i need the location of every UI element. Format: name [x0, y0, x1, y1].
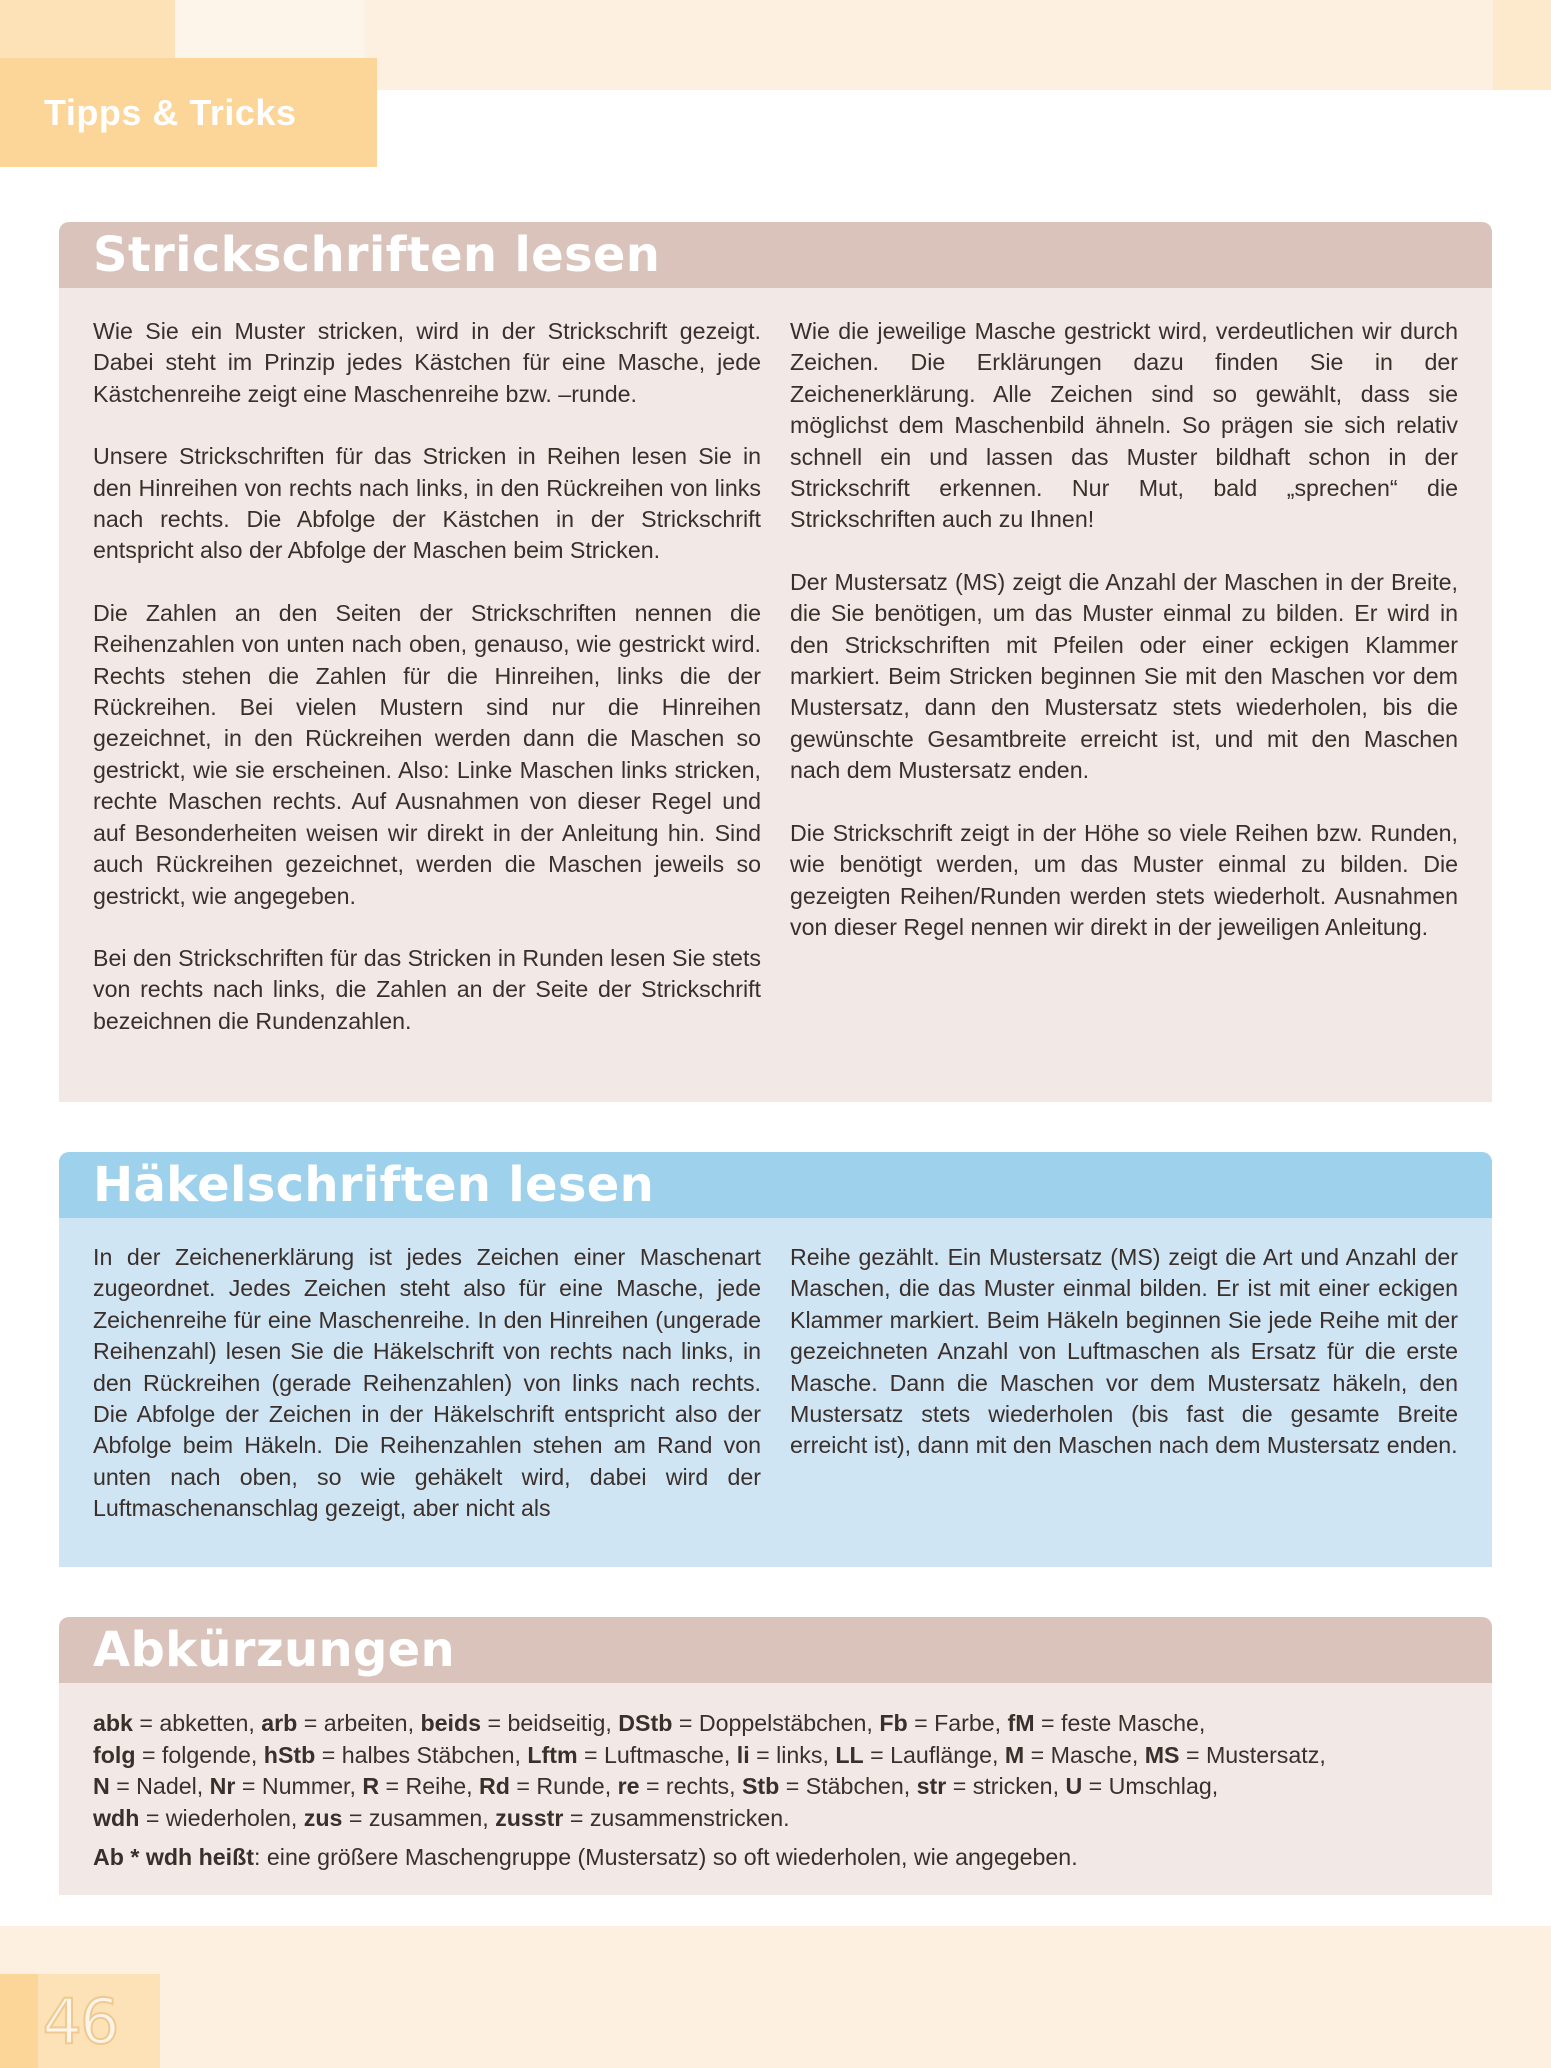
abbreviation-line — [93, 1740, 1458, 1772]
abbreviation-meaning: = Doppelstäbchen, — [672, 1710, 880, 1736]
abbreviation-meaning: = stricken, — [946, 1773, 1066, 1799]
abbreviation-meaning: = Lauflänge, — [863, 1741, 1005, 1768]
paragraph: Wie die jeweilige Masche gestrickt wird, verdeutlichen wir durch Zeichen. Die Erklärungen dazu finden Sie in der Zeichenerklärung. Alle Zeichen sind so gewählt, dass sie möglichst dem Maschenbild ähneln. So prägen sie sich relativ schnell ein und lassen das Muster bildhaft schon in der Strickschrift erkennen. Nur Mut, bald „sprechen“ die Strickschriften auch zu Ihnen! — [790, 318, 1458, 533]
strickschriften-title: Strickschriften lesen — [93, 227, 661, 283]
abbreviation-meaning: = rechts, — [639, 1773, 742, 1799]
abbreviation-meaning: = Masche, — [1024, 1741, 1145, 1768]
abbreviation-meaning: = Luftmasche, — [577, 1741, 737, 1768]
abkuerzungen-title: Abkürzungen — [93, 1622, 455, 1678]
abbreviation-term: beids — [420, 1710, 482, 1736]
abbreviation-term: MS — [1144, 1741, 1180, 1768]
section-tab — [0, 58, 377, 167]
abbreviation-meaning: = Umschlag, — [1082, 1773, 1219, 1799]
abbreviation-meaning: = wiederholen, — [139, 1804, 304, 1831]
abbreviation-term: Fb — [879, 1710, 908, 1736]
abbreviation-term: fM — [1007, 1710, 1035, 1736]
abbreviation-term: folg — [93, 1741, 136, 1768]
abbreviation-meaning: = beidseitig, — [481, 1710, 619, 1736]
abbreviation-list — [93, 1708, 1458, 1834]
paragraph: Unsere Strickschriften für das Stricken in Reihen lesen Sie in den Hinreihen von rechts nach links, in den Rückreihen von links nach rechts. Die Abfolge der Kästchen in der Strickschrift entspricht also der Abfolge der Maschen beim Stricken. — [93, 443, 761, 564]
abbreviation-term: U — [1065, 1773, 1083, 1799]
note-text: : eine größere Maschengruppe (Mustersatz) so oft wiederholen, wie angegeben. — [254, 1844, 1078, 1870]
abbreviation-term: hStb — [263, 1741, 316, 1768]
abbreviation-meaning: = feste Masche, — [1034, 1710, 1206, 1736]
page-number-box — [0, 1974, 160, 2068]
footer-band — [0, 1926, 1551, 2068]
abbreviation-meaning: = folgende, — [135, 1741, 264, 1768]
section-label: Tipps & Tricks — [44, 91, 297, 133]
strickschriften-header — [59, 222, 1492, 288]
abbreviation-meaning: = Nadel, — [109, 1773, 210, 1799]
note-term: Ab * wdh heißt — [93, 1844, 255, 1870]
top-decor-block — [0, 0, 175, 58]
abbreviation-term: N — [93, 1773, 110, 1799]
abbreviation-meaning: = Farbe, — [907, 1710, 1008, 1736]
haekelschriften-right-column — [790, 1242, 1458, 1556]
abbreviation-meaning: = arbeiten, — [297, 1710, 421, 1736]
abbreviation-meaning: = halbes Stäbchen, — [315, 1741, 528, 1768]
abbreviation-term: arb — [261, 1710, 298, 1736]
strickschriften-body — [59, 288, 1492, 1102]
abbreviation-meaning: = abketten, — [132, 1710, 262, 1736]
abbreviation-term: li — [736, 1741, 750, 1768]
abbreviation-meaning: = Runde, — [509, 1773, 618, 1799]
abbreviation-meaning: = links, — [749, 1741, 836, 1768]
abbreviation-term: str — [916, 1773, 947, 1799]
abbreviation-meaning: = zusammen, — [342, 1804, 496, 1831]
abbreviation-term: Stb — [741, 1773, 780, 1799]
abbreviation-line — [93, 1708, 1458, 1740]
abbreviation-term: abk — [93, 1710, 133, 1736]
abbreviation-term: R — [362, 1773, 380, 1799]
haekelschriften-box — [59, 1152, 1492, 1567]
paragraph: Der Mustersatz (MS) zeigt die Anzahl der Maschen in der Breite, die Sie benötigen, um das Muster einmal zu bilden. Er wird in den Strickschriften mit Pfeilen oder einer eckigen Klammer markiert. Beim Stricken beginnen Sie mit den Maschen vor dem Mustersatz, dann den Mustersatz stets wiederholen, bis die gewünschte Gesamtbreite erreicht ist, und mit den Maschen nach dem Mustersatz enden. — [790, 568, 1458, 784]
paragraph: Reihe gezählt. Ein Mustersatz (MS) zeigt die Art und Anzahl der Maschen, die das Muster einmal bilden. Er ist mit einer eckigen Klammer markiert. Beim Häkeln beginnen Sie jede Reihe mit der gezeichneten Anzahl von Luftmaschen als Ersatz für die erste Masche. Dann die Maschen vor dem Mustersatz häkeln, den Mustersatz stets wiederholen (bis fast die gesamte Breite erreicht ist), dann mit den Maschen nach dem Mustersatz enden. — [790, 1244, 1458, 1459]
abkuerzungen-body — [59, 1683, 1492, 1895]
abbreviation-line — [93, 1803, 1458, 1835]
abbreviation-term: M — [1004, 1741, 1025, 1768]
paragraph: Die Zahlen an den Seiten der Strickschriften nennen die Reihenzahlen von unten nach oben, genauso, wie gestrickt wird. Rechts stehen die Zahlen für die Hinreihen, links die der Rückreihen. Bei vielen Mustern sind nur die Hinreihen gezeichnet, in den Rückreihen werden dann die Maschen so gestrickt, wie sie erscheinen. Also: Linke Maschen links stricken, rechte Maschen rechts. Auf Ausnahmen von dieser Regel und auf Besonderheiten weisen wir direkt in der Anleitung hin. Sind auch Rückreihen gezeichnet, werden die Maschen jeweils so gestrickt, wie angegeben. — [93, 599, 761, 909]
strickschriften-left-column — [93, 316, 761, 1068]
haekelschriften-left-column — [93, 1242, 761, 1556]
haekelschriften-body — [59, 1218, 1492, 1567]
page-number: 46 — [42, 1984, 118, 2058]
top-decor-block — [175, 0, 365, 58]
abbreviation-term: re — [617, 1773, 640, 1799]
paragraph: Bei den Strickschriften für das Stricken in Runden lesen Sie stets von rechts nach links, die Zahlen an der Seite der Strickschrift bezeichnen die Rundenzahlen. — [93, 944, 761, 1034]
abbreviation-meaning: = Reihe, — [379, 1773, 480, 1799]
paragraph: Wie Sie ein Muster stricken, wird in der Strickschrift gezeigt. Dabei steht im Prinzip jedes Kästchen für eine Masche, jede Kästchenreihe zeigt eine Maschenreihe bzw. –runde. — [93, 318, 761, 407]
abbreviation-term: Lftm — [527, 1741, 578, 1768]
strickschriften-box — [59, 222, 1492, 1102]
abbreviation-term: wdh — [93, 1804, 140, 1831]
abbreviation-meaning: = zusammenstricken. — [563, 1804, 790, 1831]
abbreviation-note — [93, 1842, 1458, 1874]
abbreviation-term: DStb — [618, 1710, 673, 1736]
abbreviation-term: zus — [303, 1804, 343, 1831]
abbreviation-meaning: = Nummer, — [235, 1773, 363, 1799]
haekelschriften-header — [59, 1152, 1492, 1218]
abbreviation-term: Nr — [209, 1773, 236, 1799]
abbreviation-term: LL — [835, 1741, 864, 1768]
abbreviation-meaning: = Mustersatz, — [1179, 1741, 1326, 1768]
abbreviation-term: zusstr — [495, 1804, 564, 1831]
abkuerzungen-header — [59, 1617, 1492, 1683]
abbreviation-term: Rd — [479, 1773, 510, 1799]
abbreviation-line — [93, 1771, 1458, 1803]
abbreviation-meaning: = Stäbchen, — [779, 1773, 917, 1799]
top-decor-block — [1493, 0, 1551, 90]
paragraph: In der Zeichenerklärung ist jedes Zeichen einer Maschenart zugeordnet. Jedes Zeichen steht also für eine Masche, jede Zeichenreihe für eine Maschenreihe. In den Hinreihen (ungerade Reihenzahl) lesen Sie die Häkelschrift von rechts nach links, in den Rückreihen (gerade Reihenzahlen) von links nach rechts. Die Abfolge der Zeichen in der Häkelschrift entspricht also der Abfolge beim Häkeln. Die Reihenzahlen stehen am Rand von unten nach oben, so wie gehäkelt wird, dabei wird der Luftmaschenanschlag gezeigt, aber nicht als — [93, 1244, 761, 1522]
haekelschriften-title: Häkelschriften lesen — [93, 1157, 655, 1213]
abkuerzungen-box — [59, 1617, 1492, 1895]
strickschriften-right-column — [790, 316, 1458, 1068]
paragraph: Die Strickschrift zeigt in der Höhe so viele Reihen bzw. Runden, wie benötigt werden, um das Muster einmal zu bilden. Die gezeigten Reihen/Runden werden stets wiederholt. Ausnahmen von dieser Regel nennen wir direkt in der jeweiligen Anleitung. — [790, 819, 1458, 940]
